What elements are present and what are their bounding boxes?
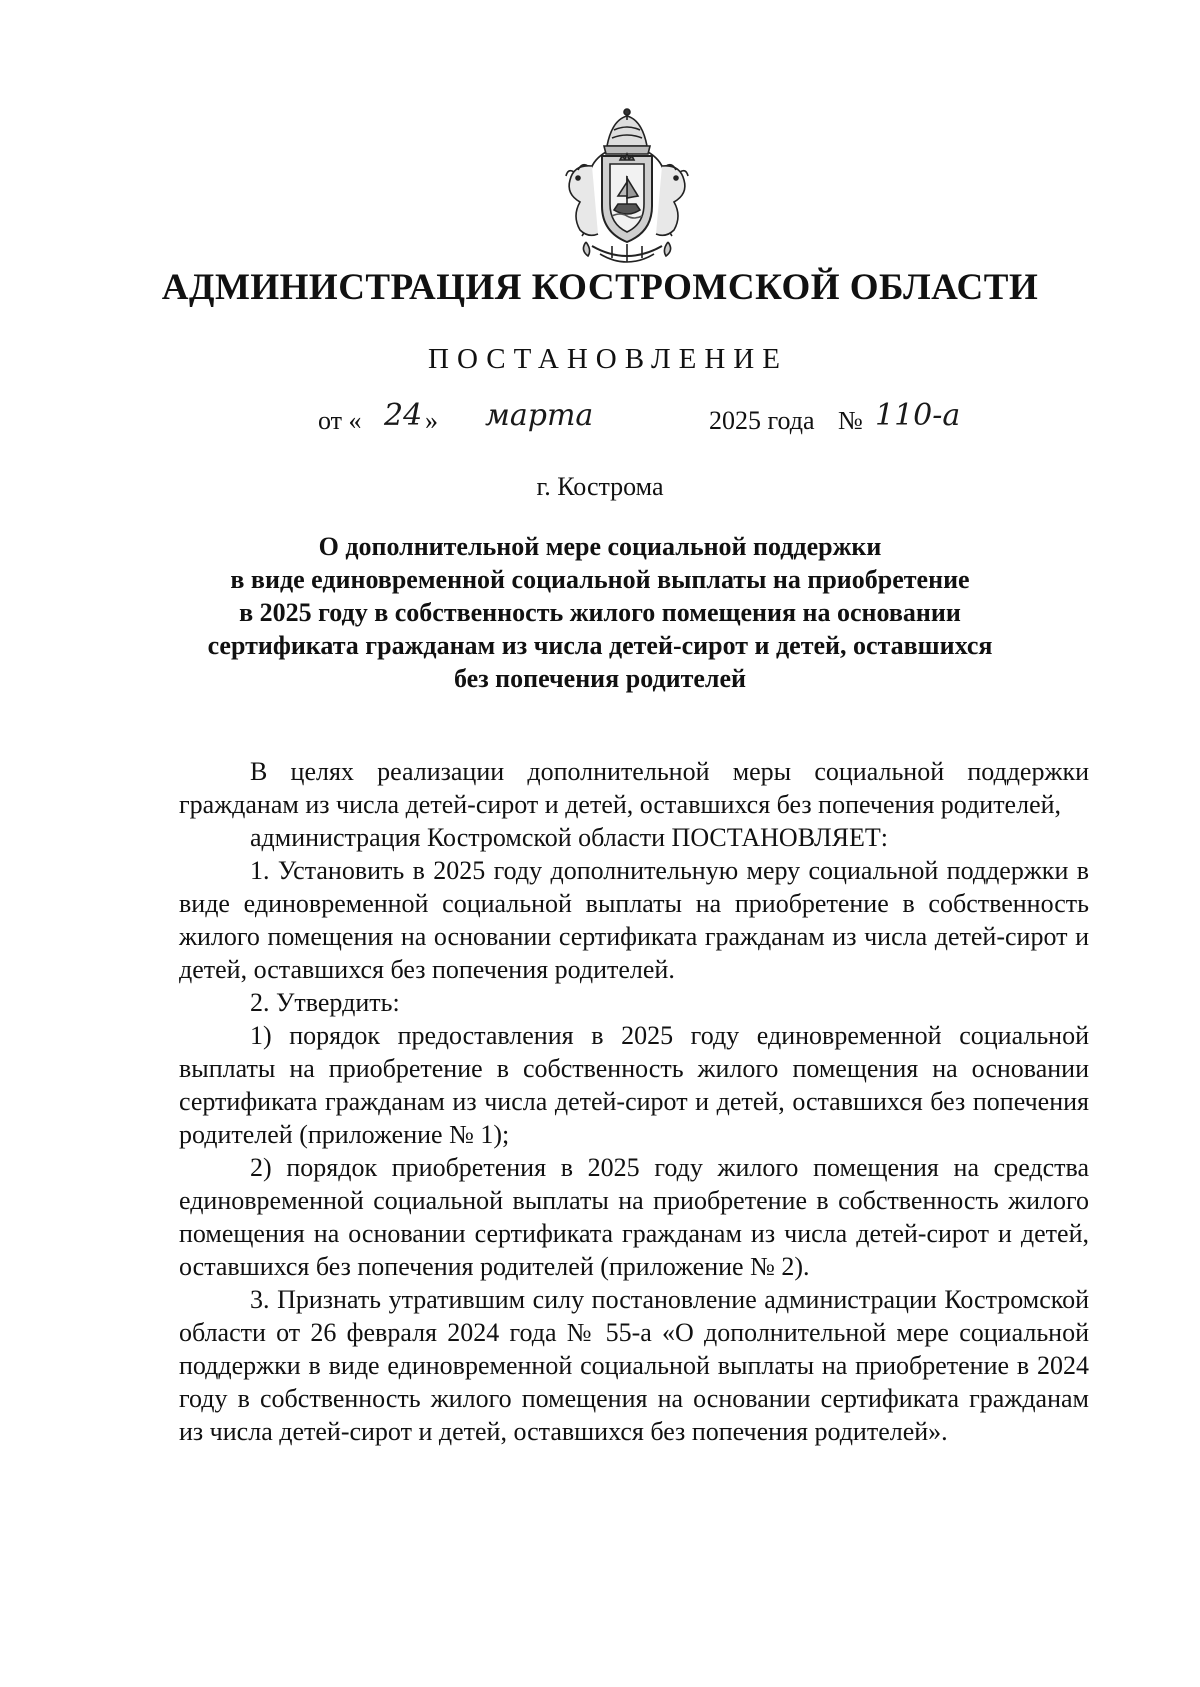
date-day-close: » [425,406,438,435]
date-day-handwritten: 24 [384,398,423,433]
body-paragraph: администрация Костромской области ПОСТАНОВЛЯЕТ: [250,823,889,852]
subject-line: сертификата гражданам из числа детей-сирот и детей, оставшихся [207,631,993,660]
subject-line: в виде единовременной социальной выплаты на приобретение [230,565,970,594]
body-paragraph: В целях реализации дополнительной меры социальной поддержки гражданам из числа детей-сирот и детей, оставшихся без попечения родителей, [179,757,1089,819]
subject-line: в 2025 году в собственность жилого помещения на основании [239,598,961,627]
document-body [179,755,1089,1448]
body-paragraph: 2) порядок приобретения в 2025 году жилого помещения на средства единовременной социальной выплаты на приобретение в собственность жилого помещения на основании сертификата гражданам из числа детей-сирот и детей, оставшихся без попечения родителей (приложение № 2). [179,1153,1089,1281]
city-name: г. Кострома [536,472,664,501]
document-type: ПОСТАНОВЛЕНИЕ [428,343,788,375]
date-year: 2025 года [709,406,815,435]
body-paragraph: 3. Признать утратившим силу постановление администрации Костромской области от 26 февраля 2024 года № 55-а «О дополнительной мере социальной поддержки в виде единовременной социальной выплаты на приобретение в 2024 году в собственность жилого помещения на основании сертификата гражданам из числа детей-сирот и детей, оставшихся без попечения родителей». [179,1285,1089,1446]
number-sign: № [838,406,863,435]
coat-of-arms-icon [552,106,702,274]
subject-line: без попечения родителей [454,664,746,693]
document-subject [120,530,1080,695]
document-number-handwritten: 110-а [875,398,961,433]
date-number-line [0,400,1200,450]
date-from-label: от « [318,406,362,435]
body-paragraph: 1) порядок предоставления в 2025 году единовременной социальной выплаты на приобретение в собственность жилого помещения на основании сертификата гражданам из числа детей-сирот и детей, оставшихся без попечения родителей (приложение № 1); [179,1021,1089,1149]
subject-line: О дополнительной мере социальной поддержки [318,532,882,561]
organization-title: АДМИНИСТРАЦИЯ КОСТРОМСКОЙ ОБЛАСТИ [161,267,1039,308]
date-month-handwritten: марта [485,398,594,433]
body-paragraph: 1. Установить в 2025 году дополнительную меру социальной поддержки в виде единовременной социальной выплаты на приобретение в собственность жилого помещения на основании сертификата гражданам из числа детей-сирот и детей, оставшихся без попечения родителей. [179,856,1089,984]
body-paragraph: 2. Утвердить: [250,988,400,1017]
